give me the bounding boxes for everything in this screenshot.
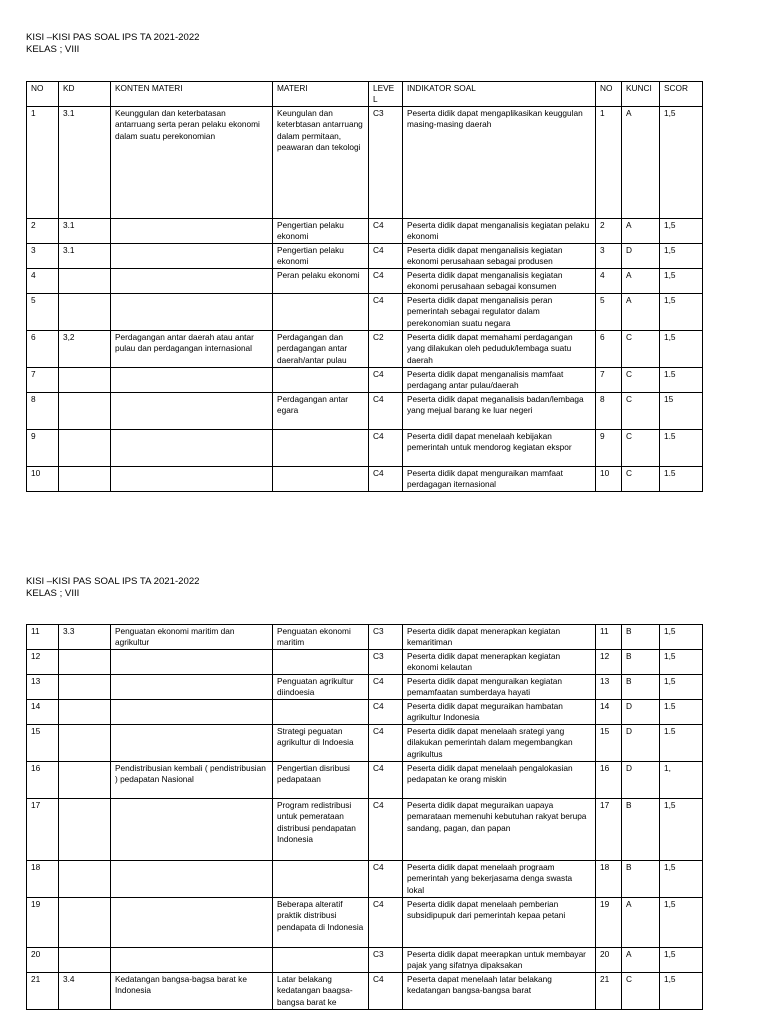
cell-no-soal: 7	[596, 367, 622, 392]
cell-indikator-soal: Peserta didik dapat menganalisis kegiatan pelaku ekonomi	[403, 218, 596, 243]
cell-kunci: D	[622, 700, 660, 725]
cell-no-soal: 8	[596, 392, 622, 429]
cell-no-soal: 2	[596, 218, 622, 243]
cell-konten-materi	[111, 948, 273, 973]
cell-kd	[59, 268, 111, 293]
header-level: LEVEL	[369, 82, 403, 107]
cell-kunci: D	[622, 243, 660, 268]
cell-kunci: A	[622, 293, 660, 330]
cell-indikator-soal: Peserta didik dapat menguraikan mamfaat perdagagan iternasional	[403, 466, 596, 491]
cell-konten-materi	[111, 675, 273, 700]
cell-no-soal: 21	[596, 973, 622, 1010]
cell-no-soal: 17	[596, 799, 622, 861]
cell-konten-materi	[111, 243, 273, 268]
cell-scor: 1,5	[660, 861, 703, 898]
cell-kunci: C	[622, 429, 660, 466]
page-2-heading	[26, 576, 200, 599]
cell-no-soal: 20	[596, 948, 622, 973]
cell-scor: 1,5	[660, 948, 703, 973]
cell-kd	[59, 367, 111, 392]
cell-materi: Penguatan ekonomi maritim	[273, 625, 369, 650]
cell-no-soal: 12	[596, 650, 622, 675]
cell-level: C4	[369, 466, 403, 491]
cell-konten-materi	[111, 367, 273, 392]
cell-no: 7	[27, 367, 59, 392]
table-row	[27, 466, 703, 491]
cell-materi	[273, 948, 369, 973]
header-no-soal: NO	[596, 82, 622, 107]
cell-level: C4	[369, 725, 403, 762]
cell-kunci: C	[622, 973, 660, 1010]
cell-kunci: C	[622, 330, 660, 367]
cell-kd: 3.1	[59, 243, 111, 268]
header-kunci: KUNCI	[622, 82, 660, 107]
cell-no: 10	[27, 466, 59, 491]
cell-kd: 3.4	[59, 973, 111, 1010]
kisi-kisi-table-2	[26, 624, 703, 1010]
cell-kunci: C	[622, 367, 660, 392]
cell-level: C4	[369, 861, 403, 898]
cell-scor: 1,5	[660, 218, 703, 243]
cell-konten-materi	[111, 268, 273, 293]
cell-kunci: B	[622, 625, 660, 650]
cell-konten-materi: Penguatan ekonomi maritim dan agrikultur	[111, 625, 273, 650]
cell-kd	[59, 675, 111, 700]
cell-scor: 1,5	[660, 799, 703, 861]
cell-indikator-soal: Peserta didik dapat menganalisis kegiatan ekonomi perusahaan sebagai produsen	[403, 243, 596, 268]
cell-kd	[59, 293, 111, 330]
cell-indikator-soal: Peserta didik dapat menelaah prograam pemerintah yang bekerjasama denga swasta lokal	[403, 861, 596, 898]
class-label: KELAS ; VIII	[26, 43, 80, 55]
cell-level: C3	[369, 650, 403, 675]
cell-no-soal: 19	[596, 898, 622, 948]
cell-scor: 1,5	[660, 106, 703, 218]
header-no: NO	[27, 82, 59, 107]
table-row	[27, 392, 703, 429]
cell-materi: Pengertian disribusi pedapataan	[273, 762, 369, 799]
cell-materi: Peran pelaku ekonomi	[273, 268, 369, 293]
table-row	[27, 675, 703, 700]
class-label: KELAS ; VIII	[26, 587, 80, 599]
cell-scor: 1,5	[660, 330, 703, 367]
cell-materi	[273, 429, 369, 466]
cell-no-soal: 4	[596, 268, 622, 293]
cell-no-soal: 10	[596, 466, 622, 491]
cell-level: C4	[369, 218, 403, 243]
cell-indikator-soal: Peserta didik dapat menganalisis kegiatan ekonomi perusahaan sebagai konsumen	[403, 268, 596, 293]
cell-kunci: C	[622, 392, 660, 429]
cell-indikator-soal: Peserta didik dapat meganalisis badan/lembaga yang mejual barang ke luar negeri	[403, 392, 596, 429]
cell-indikator-soal: Peserta didik dapat meguraikan hambatan agrikultur Indonesia	[403, 700, 596, 725]
table-row	[27, 429, 703, 466]
table-row	[27, 106, 703, 218]
cell-materi: Program redistribusi untuk pemerataan distribusi pendapatan Indonesia	[273, 799, 369, 861]
cell-konten-materi	[111, 725, 273, 762]
cell-indikator-soal: Peserta didil dapat menelaah kebijakan pemerintah untuk mendorog kegiatan ekspor	[403, 429, 596, 466]
cell-konten-materi	[111, 429, 273, 466]
cell-materi: Latar belakang kedatangan baagsa-bangsa barat ke	[273, 973, 369, 1010]
cell-scor: 1.5	[660, 700, 703, 725]
cell-level: C4	[369, 243, 403, 268]
cell-konten-materi	[111, 218, 273, 243]
cell-scor: 1,5	[660, 293, 703, 330]
cell-indikator-soal: Peserta didik dapat menelaah pemberian subsidipupuk dari pemerintah kepaa petani	[403, 898, 596, 948]
cell-materi: Pengertian pelaku ekonomi	[273, 243, 369, 268]
table-row	[27, 948, 703, 973]
cell-kd	[59, 762, 111, 799]
cell-scor: 1,5	[660, 625, 703, 650]
cell-konten-materi: Keunggulan dan keterbatasan antarruang serta peran pelaku ekonomi dalam suatu perekonomian	[111, 106, 273, 218]
cell-indikator-soal: Peserta didik dapat memahami perdagangan yang dilakukan oleh peduduk/lembaga suatu daerah	[403, 330, 596, 367]
cell-indikator-soal: Peserta didik dapat meguraikan uapaya pemarataan memenuhi kebutuhan rakyat berupa sandang, pagan, dan papan	[403, 799, 596, 861]
cell-level: C4	[369, 762, 403, 799]
cell-kunci: A	[622, 106, 660, 218]
cell-level: C4	[369, 675, 403, 700]
cell-indikator-soal: Peserta didik dapat meerapkan untuk membayar pajak yang sifatnya dipaksakan	[403, 948, 596, 973]
cell-indikator-soal: Peserta didik dapat mengaplikasikan keuggulan masing-masing daerah	[403, 106, 596, 218]
cell-no: 8	[27, 392, 59, 429]
table-row	[27, 367, 703, 392]
cell-no: 13	[27, 675, 59, 700]
cell-materi	[273, 293, 369, 330]
cell-materi: Perdagangan antar egara	[273, 392, 369, 429]
cell-no: 3	[27, 243, 59, 268]
cell-no: 9	[27, 429, 59, 466]
cell-kd: 3.3	[59, 625, 111, 650]
cell-konten-materi: Pendistribusian kembali ( pendistribusian ) pedapatan Nasional	[111, 762, 273, 799]
table-row	[27, 218, 703, 243]
cell-materi: Penguatan agrikultur diindoesia	[273, 675, 369, 700]
cell-kd	[59, 700, 111, 725]
cell-indikator-soal: Peserta didik dapat menganalisis mamfaat perdagang antar pulau/daerah	[403, 367, 596, 392]
header-konten-materi: KONTEN MATERI	[111, 82, 273, 107]
header-kd: KD	[59, 82, 111, 107]
cell-konten-materi	[111, 799, 273, 861]
cell-scor: 1.5	[660, 466, 703, 491]
cell-konten-materi	[111, 700, 273, 725]
cell-level: C4	[369, 367, 403, 392]
cell-kunci: B	[622, 650, 660, 675]
cell-kunci: A	[622, 268, 660, 293]
cell-scor: 1,5	[660, 973, 703, 1010]
cell-no-soal: 1	[596, 106, 622, 218]
cell-indikator-soal: Peserta didik dapat menerapkan kegiatan kemaritiman	[403, 625, 596, 650]
cell-no: 1	[27, 106, 59, 218]
cell-no: 4	[27, 268, 59, 293]
cell-no-soal: 3	[596, 243, 622, 268]
cell-no-soal: 5	[596, 293, 622, 330]
cell-scor: 1,5	[660, 675, 703, 700]
cell-materi: Strategi peguatan agrikultur di Indoesia	[273, 725, 369, 762]
cell-kd	[59, 466, 111, 491]
cell-materi: Beberapa alteratif praktik distribusi pendapata di Indonesia	[273, 898, 369, 948]
cell-konten-materi	[111, 861, 273, 898]
cell-no: 12	[27, 650, 59, 675]
header-scor: SCOR	[660, 82, 703, 107]
cell-konten-materi: Kedatangan bangsa-bagsa barat ke Indonesia	[111, 973, 273, 1010]
page-1-heading	[26, 32, 200, 55]
cell-kunci: D	[622, 725, 660, 762]
cell-level: C4	[369, 700, 403, 725]
cell-indikator-soal: Peserta dapat menelaah latar belakang kedatangan bangsa-bangsa barat	[403, 973, 596, 1010]
cell-scor: 15	[660, 392, 703, 429]
cell-kunci: B	[622, 675, 660, 700]
table-row	[27, 650, 703, 675]
table-header-row	[27, 82, 703, 107]
cell-materi	[273, 367, 369, 392]
cell-no: 6	[27, 330, 59, 367]
cell-no-soal: 15	[596, 725, 622, 762]
cell-scor: 1,5	[660, 243, 703, 268]
cell-no: 14	[27, 700, 59, 725]
cell-indikator-soal: Peserta didik dapat menelaah srategi yang dilakukan pemerintah dalam megembangkan agrikultus	[403, 725, 596, 762]
cell-scor: 1,	[660, 762, 703, 799]
kisi-kisi-table-1	[26, 81, 703, 492]
cell-kd	[59, 799, 111, 861]
cell-no: 15	[27, 725, 59, 762]
cell-level: C4	[369, 898, 403, 948]
cell-level: C2	[369, 330, 403, 367]
cell-materi	[273, 861, 369, 898]
cell-level: C4	[369, 293, 403, 330]
cell-kd: 3,2	[59, 330, 111, 367]
cell-no-soal: 18	[596, 861, 622, 898]
cell-materi: Keungulan dan keterbtasan antarruang dalam permitaan, peawaran dan tekologi	[273, 106, 369, 218]
table-row	[27, 725, 703, 762]
cell-kd	[59, 650, 111, 675]
cell-materi	[273, 700, 369, 725]
cell-level: C3	[369, 106, 403, 218]
cell-level: C4	[369, 799, 403, 861]
cell-no-soal: 11	[596, 625, 622, 650]
cell-kd	[59, 861, 111, 898]
cell-no: 17	[27, 799, 59, 861]
table-row	[27, 268, 703, 293]
document-title: KISI –KISI PAS SOAL IPS TA 2021-2022	[26, 32, 200, 43]
header-indikator-soal: INDIKATOR SOAL	[403, 82, 596, 107]
cell-no: 18	[27, 861, 59, 898]
cell-konten-materi	[111, 466, 273, 491]
cell-no: 11	[27, 625, 59, 650]
cell-level: C4	[369, 429, 403, 466]
cell-scor: 1.5	[660, 429, 703, 466]
cell-scor: 1,5	[660, 650, 703, 675]
cell-no-soal: 9	[596, 429, 622, 466]
cell-scor: 1,5	[660, 898, 703, 948]
cell-materi: Perdagangan dan perdagangan antar daerah/antar pulau	[273, 330, 369, 367]
table-row	[27, 330, 703, 367]
cell-konten-materi	[111, 392, 273, 429]
table-row	[27, 700, 703, 725]
cell-scor: 1,5	[660, 268, 703, 293]
cell-no: 2	[27, 218, 59, 243]
cell-kunci: A	[622, 898, 660, 948]
cell-level: C3	[369, 948, 403, 973]
cell-kd	[59, 898, 111, 948]
cell-no-soal: 13	[596, 675, 622, 700]
cell-kd	[59, 725, 111, 762]
cell-konten-materi	[111, 650, 273, 675]
cell-indikator-soal: Peserta didik dapat menerapkan kegiatan ekonomi kelautan	[403, 650, 596, 675]
cell-kunci: B	[622, 861, 660, 898]
cell-konten-materi	[111, 293, 273, 330]
table-row	[27, 973, 703, 1010]
cell-level: C4	[369, 973, 403, 1010]
cell-indikator-soal: Peserta didik dapat menguraikan kegiatan pemamfaatan sumberdaya hayati	[403, 675, 596, 700]
table-row	[27, 762, 703, 799]
cell-no-soal: 6	[596, 330, 622, 367]
cell-scor: 1.5	[660, 367, 703, 392]
table-row	[27, 898, 703, 948]
cell-materi	[273, 466, 369, 491]
cell-kd	[59, 392, 111, 429]
cell-materi	[273, 650, 369, 675]
table-row	[27, 625, 703, 650]
cell-no: 5	[27, 293, 59, 330]
table-row	[27, 799, 703, 861]
document-title: KISI –KISI PAS SOAL IPS TA 2021-2022	[26, 576, 200, 587]
cell-kd: 3.1	[59, 218, 111, 243]
cell-kunci: C	[622, 466, 660, 491]
cell-no: 21	[27, 973, 59, 1010]
cell-konten-materi	[111, 898, 273, 948]
cell-kunci: A	[622, 218, 660, 243]
cell-materi: Pengertian pelaku ekonomi	[273, 218, 369, 243]
cell-kd: 3.1	[59, 106, 111, 218]
cell-kunci: D	[622, 762, 660, 799]
cell-kd	[59, 948, 111, 973]
cell-level: C4	[369, 268, 403, 293]
cell-no: 19	[27, 898, 59, 948]
cell-no: 20	[27, 948, 59, 973]
cell-level: C4	[369, 392, 403, 429]
cell-level: C3	[369, 625, 403, 650]
header-materi: MATERI	[273, 82, 369, 107]
cell-no-soal: 16	[596, 762, 622, 799]
cell-indikator-soal: Peserta didik dapat menelaah pengalokasian pedapatan ke orang miskin	[403, 762, 596, 799]
cell-indikator-soal: Peserta didik dapat menganalisis peran pemerintah sebagai regulator dalam perekonomian suatu negara	[403, 293, 596, 330]
cell-no-soal: 14	[596, 700, 622, 725]
table-row	[27, 293, 703, 330]
cell-no: 16	[27, 762, 59, 799]
cell-kd	[59, 429, 111, 466]
cell-scor: 1.5	[660, 725, 703, 762]
cell-kunci: B	[622, 799, 660, 861]
table-row	[27, 861, 703, 898]
table-row	[27, 243, 703, 268]
cell-konten-materi: Perdagangan antar daerah atau antar pulau dan perdagangan internasional	[111, 330, 273, 367]
cell-kunci: A	[622, 948, 660, 973]
